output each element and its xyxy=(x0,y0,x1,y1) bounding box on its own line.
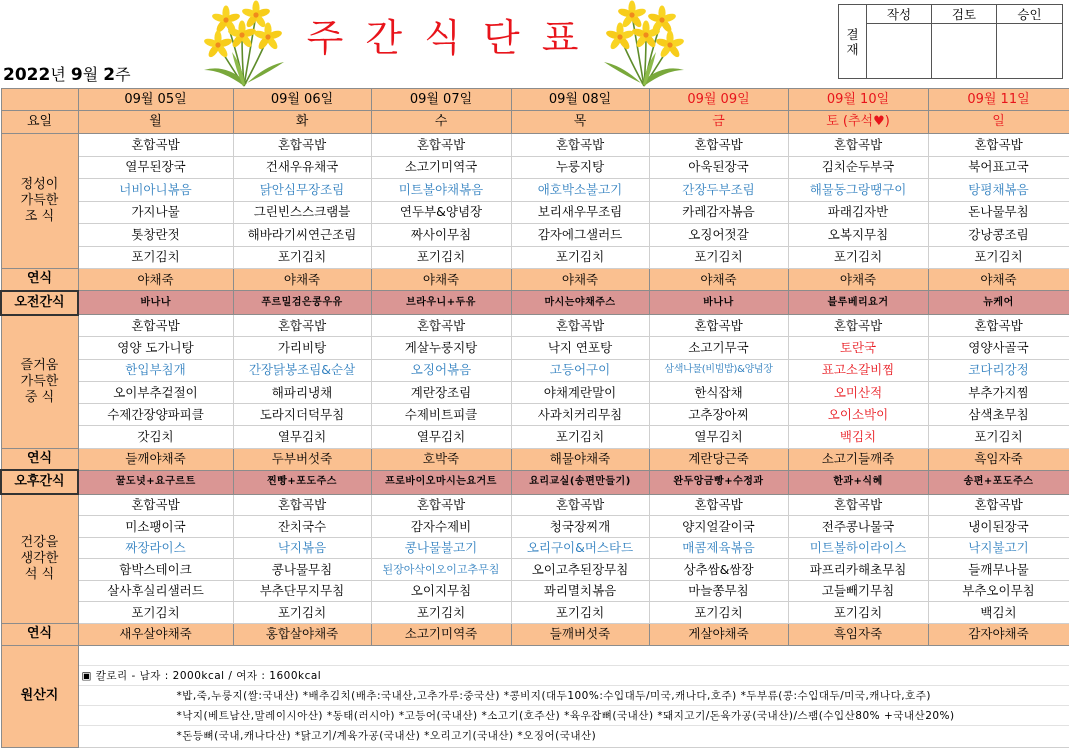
approval-column-approve: 승인 xyxy=(997,5,1063,24)
origin-label: 원산지 xyxy=(1,645,78,747)
approval-signature-author xyxy=(867,24,932,79)
flower-image-left xyxy=(198,0,290,87)
menu-item-cell: 간장닭봉조림&순살 xyxy=(233,359,371,381)
origin-blank-line xyxy=(79,646,1069,666)
snack-cell: 찐빵+포도주스 xyxy=(233,470,371,494)
menu-item-cell: 카레감자볶음 xyxy=(649,201,788,224)
porridge-cell: 야채죽 xyxy=(78,269,233,291)
menu-item-cell: 마늘쫑무침 xyxy=(649,580,788,602)
meal-section-label-line: 조 식 xyxy=(24,209,55,224)
menu-item-cell: 짜장라이스 xyxy=(78,537,233,559)
menu-item-cell: 혼합곡밥 xyxy=(928,494,1069,516)
snack-cell: 프로바이오마시는요거트 xyxy=(371,470,511,494)
menu-item-cell: 열무김치 xyxy=(371,426,511,448)
menu-item-cell: 혼합곡밥 xyxy=(788,134,928,157)
snack-cell: 꿀도넛+요구르트 xyxy=(78,470,233,494)
menu-row xyxy=(1,224,1069,247)
menu-item-cell: 누룽지탕 xyxy=(511,156,649,179)
menu-item-cell: 포기김치 xyxy=(233,246,371,269)
date-cell: 09월 07일 xyxy=(371,89,511,111)
menu-item-cell: 오이고추된장무침 xyxy=(511,559,649,581)
approval-label-bottom: 재 xyxy=(846,41,859,57)
meal-section-label-line: 가득한 xyxy=(20,193,59,208)
menu-item-cell: 부추오이무침 xyxy=(928,580,1069,602)
menu-item-cell: 열무된장국 xyxy=(78,156,233,179)
approval-signature-approve xyxy=(997,24,1063,79)
menu-item-cell: 부추가지찜 xyxy=(928,381,1069,403)
menu-item-cell: 파프리카해초무침 xyxy=(788,559,928,581)
approval-signature-row xyxy=(839,24,1063,79)
approval-header-row xyxy=(839,5,1063,24)
porridge-cell: 계란당근죽 xyxy=(649,448,788,470)
menu-row xyxy=(1,559,1069,581)
menu-row xyxy=(1,315,1069,337)
menu-item-cell: 보리새우무조림 xyxy=(511,201,649,224)
menu-item-cell: 감자수제비 xyxy=(371,516,511,538)
menu-row xyxy=(1,359,1069,381)
weekday-cell: 목 xyxy=(511,111,649,134)
menu-item-cell: 낙지 연포탕 xyxy=(511,337,649,359)
menu-item-cell: 콩나물불고기 xyxy=(371,537,511,559)
menu-item-cell: 한입부침개 xyxy=(78,359,233,381)
menu-item-cell: 혼합곡밥 xyxy=(233,134,371,157)
menu-row xyxy=(1,516,1069,538)
menu-item-cell: 영양사골국 xyxy=(928,337,1069,359)
menu-item-cell: 포기김치 xyxy=(788,246,928,269)
menu-item-cell: 오징어젓갈 xyxy=(649,224,788,247)
porridge-cell: 야채죽 xyxy=(788,269,928,291)
week-month-suffix: 월 xyxy=(82,65,99,84)
menu-row xyxy=(1,337,1069,359)
menu-item-cell: 고들빼기무침 xyxy=(788,580,928,602)
menu-item-cell: 오이부추겉절이 xyxy=(78,381,233,403)
porridge-cell: 야채죽 xyxy=(511,269,649,291)
menu-item-cell: 포기김치 xyxy=(371,602,511,624)
page-title: 주 간 식 단 표 xyxy=(306,16,584,60)
menu-item-cell: 낙지불고기 xyxy=(928,537,1069,559)
menu-item-cell: 낙지볶음 xyxy=(233,537,371,559)
menu-item-cell: 소고기무국 xyxy=(649,337,788,359)
porridge-cell: 두부버섯죽 xyxy=(233,448,371,470)
snack-cell: 바나나 xyxy=(649,291,788,315)
date-cell: 09월 08일 xyxy=(511,89,649,111)
menu-item-cell: 혼합곡밥 xyxy=(511,494,649,516)
snack-cell: 뉴케어 xyxy=(928,291,1069,315)
menu-item-cell: 닭안심무장조림 xyxy=(233,179,371,202)
date-row-label xyxy=(1,89,78,111)
menu-row xyxy=(1,201,1069,224)
menu-row xyxy=(1,602,1069,624)
menu-item-cell: 포기김치 xyxy=(511,426,649,448)
menu-item-cell: 가지나물 xyxy=(78,201,233,224)
menu-item-cell: 혼합곡밥 xyxy=(928,315,1069,337)
menu-item-cell: 코다리강정 xyxy=(928,359,1069,381)
menu-item-cell: 포기김치 xyxy=(233,602,371,624)
porridge-row xyxy=(1,448,1069,470)
snack-row xyxy=(1,470,1069,494)
menu-item-cell: 혼합곡밥 xyxy=(78,494,233,516)
meal-section-label xyxy=(1,315,78,449)
menu-item-cell: 백김치 xyxy=(928,602,1069,624)
menu-item-cell: 혼합곡밥 xyxy=(928,134,1069,157)
menu-item-cell: 해파리냉채 xyxy=(233,381,371,403)
porridge-cell: 게살야채죽 xyxy=(649,623,788,645)
week-month: 9 xyxy=(70,65,83,85)
menu-item-cell: 건새우유채국 xyxy=(233,156,371,179)
porridge-cell: 소고기들깨죽 xyxy=(788,448,928,470)
meal-section-label-line: 건강을 xyxy=(20,535,59,551)
weekday-cell: 일 xyxy=(928,111,1069,134)
porridge-cell: 야채죽 xyxy=(371,269,511,291)
menu-item-cell: 오징어볶음 xyxy=(371,359,511,381)
weekday-row xyxy=(1,111,1069,134)
menu-item-cell: 혼합곡밥 xyxy=(511,134,649,157)
menu-item-cell: 혼합곡밥 xyxy=(371,315,511,337)
menu-item-cell: 그린빈스스크램블 xyxy=(233,201,371,224)
menu-item-cell: 냉이된장국 xyxy=(928,516,1069,538)
menu-item-cell: 열무김치 xyxy=(233,426,371,448)
weekday-cell: 수 xyxy=(371,111,511,134)
menu-item-cell: 강낭콩조림 xyxy=(928,224,1069,247)
menu-item-cell: 혼합곡밥 xyxy=(233,315,371,337)
menu-item-cell: 미트볼하이라이스 xyxy=(788,537,928,559)
snack-cell: 푸르밀검은콩우유 xyxy=(233,291,371,315)
weekday-cell: 화 xyxy=(233,111,371,134)
menu-item-cell: 파래김자반 xyxy=(788,201,928,224)
menu-item-cell: 야채계란말이 xyxy=(511,381,649,403)
weekday-cell: 월 xyxy=(78,111,233,134)
menu-item-cell: 감자에그샐러드 xyxy=(511,224,649,247)
menu-row xyxy=(1,381,1069,403)
origin-line: *낙지(베트남산,말레이시아산) *동태(러시아) *고등어(국내산) *소고기(호주산) *육우잡뼈(국내산) *돼지고기/돈육가공(국내산)/스팸(수입산80% +국내산20%) xyxy=(79,706,1069,726)
menu-item-cell: 북어표고국 xyxy=(928,156,1069,179)
weekday-cell: 금 xyxy=(649,111,788,134)
menu-item-cell: 된장아삭이오이고추무침 xyxy=(371,559,511,581)
menu-row xyxy=(1,537,1069,559)
menu-item-cell: 가리비탕 xyxy=(233,337,371,359)
snack-cell: 브라우니+두유 xyxy=(371,291,511,315)
menu-item-cell: 포기김치 xyxy=(511,602,649,624)
week-year: 2022 xyxy=(3,65,51,85)
menu-item-cell: 혼합곡밥 xyxy=(511,315,649,337)
approval-box xyxy=(838,4,1063,79)
week-year-suffix: 년 xyxy=(50,65,66,84)
menu-item-cell: 혼합곡밥 xyxy=(649,494,788,516)
menu-item-cell: 살사후실리샐러드 xyxy=(78,580,233,602)
menu-item-cell: 매콤제육볶음 xyxy=(649,537,788,559)
menu-item-cell: 꽈리멸치볶음 xyxy=(511,580,649,602)
porridge-cell: 야채죽 xyxy=(233,269,371,291)
menu-item-cell: 혼합곡밥 xyxy=(788,494,928,516)
menu-item-cell: 포기김치 xyxy=(78,246,233,269)
origin-line: *밥,죽,누룽지(쌀:국내산) *배추김치(배추:국내산,고추가루:중국산) *콩비지(대두100%:수입대두/미국,캐나다,호주) *두부류(콩:수입대두/미국,캐나다,호주) xyxy=(79,686,1069,706)
porridge-cell: 흑임자죽 xyxy=(928,448,1069,470)
menu-item-cell: 포기김치 xyxy=(371,246,511,269)
menu-item-cell: 표고소갈비찜 xyxy=(788,359,928,381)
menu-item-cell: 혼합곡밥 xyxy=(233,494,371,516)
menu-item-cell: 열무김치 xyxy=(649,426,788,448)
approval-signature-review xyxy=(932,24,997,79)
menu-item-cell: 삼색나물(비빔밥)&양념장 xyxy=(649,359,788,381)
menu-item-cell: 해물동그랑땡구이 xyxy=(788,179,928,202)
porridge-cell: 새우살야채죽 xyxy=(78,623,233,645)
menu-item-cell: 백김치 xyxy=(788,426,928,448)
meal-section-label-line: 중 식 xyxy=(24,389,55,405)
menu-item-cell: 오복지무침 xyxy=(788,224,928,247)
date-cell: 09월 09일 xyxy=(649,89,788,111)
menu-item-cell: 연두부&양념장 xyxy=(371,201,511,224)
date-cell: 09월 05일 xyxy=(78,89,233,111)
menu-item-cell: 혼합곡밥 xyxy=(788,315,928,337)
menu-item-cell: 미트볼야채볶음 xyxy=(371,179,511,202)
menu-item-cell: 톳창란젓 xyxy=(78,224,233,247)
approval-label xyxy=(839,5,867,79)
menu-item-cell: 혼합곡밥 xyxy=(78,134,233,157)
menu-item-cell: 포기김치 xyxy=(649,246,788,269)
week-number: 2 xyxy=(103,65,116,85)
porridge-cell: 들깨버섯죽 xyxy=(511,623,649,645)
menu-item-cell: 전주콩나물국 xyxy=(788,516,928,538)
menu-item-cell: 청국장찌개 xyxy=(511,516,649,538)
calorie-line: ▣ 칼로리 - 남자 : 2000kcal / 여자 : 1600kcal xyxy=(79,666,1069,686)
date-cell: 09월 10일 xyxy=(788,89,928,111)
origin-info xyxy=(78,645,1069,747)
porridge-cell: 야채죽 xyxy=(649,269,788,291)
menu-item-cell: 수제간장양파피클 xyxy=(78,404,233,426)
menu-item-cell: 너비아니볶음 xyxy=(78,179,233,202)
snack-cell: 블루베리요거 xyxy=(788,291,928,315)
meal-section-label-line: 정성이 xyxy=(20,177,59,192)
menu-item-cell: 간장두부조림 xyxy=(649,179,788,202)
menu-row xyxy=(1,246,1069,269)
menu-item-cell: 한식잡채 xyxy=(649,381,788,403)
menu-row xyxy=(1,580,1069,602)
menu-item-cell: 오이소박이 xyxy=(788,404,928,426)
menu-item-cell: 수제비트피클 xyxy=(371,404,511,426)
meal-section-label-line: 석 식 xyxy=(24,567,55,583)
menu-item-cell: 도라지더덕무침 xyxy=(233,404,371,426)
snack-row xyxy=(1,291,1069,315)
menu-item-cell: 영양 도가니탕 xyxy=(78,337,233,359)
approval-label-top: 결 xyxy=(846,26,859,42)
snack-cell: 완두앙금빵+수정과 xyxy=(649,470,788,494)
menu-item-cell: 잔치국수 xyxy=(233,516,371,538)
menu-item-cell: 혼합곡밥 xyxy=(371,494,511,516)
porridge-cell: 들깨야채죽 xyxy=(78,448,233,470)
porridge-cell: 해물야채죽 xyxy=(511,448,649,470)
snack-cell: 바나나 xyxy=(78,291,233,315)
menu-item-cell: 포기김치 xyxy=(928,426,1069,448)
menu-item-cell: 포기김치 xyxy=(928,246,1069,269)
snack-label: 오후간식 xyxy=(1,470,78,494)
meal-section-label xyxy=(1,494,78,623)
menu-row xyxy=(1,134,1069,157)
porridge-cell: 야채죽 xyxy=(928,269,1069,291)
menu-item-cell: 상추쌈&쌈장 xyxy=(649,559,788,581)
menu-item-cell: 미소팽이국 xyxy=(78,516,233,538)
menu-row xyxy=(1,156,1069,179)
porridge-label: 연식 xyxy=(1,623,78,645)
approval-column-author: 작성 xyxy=(867,5,932,24)
porridge-cell: 호박죽 xyxy=(371,448,511,470)
approval-column-review: 검토 xyxy=(932,5,997,24)
menu-item-cell: 토란국 xyxy=(788,337,928,359)
menu-row xyxy=(1,426,1069,448)
menu-item-cell: 오리구이&머스타드 xyxy=(511,537,649,559)
menu-item-cell: 게살누룽지탕 xyxy=(371,337,511,359)
week-number-suffix: 주 xyxy=(115,65,131,84)
porridge-row xyxy=(1,269,1069,291)
menu-item-cell: 혼합곡밥 xyxy=(649,134,788,157)
menu-item-cell: 아욱된장국 xyxy=(649,156,788,179)
meal-section-label-line: 생각한 xyxy=(20,551,59,567)
porridge-cell: 소고기미역죽 xyxy=(371,623,511,645)
menu-item-cell: 갓김치 xyxy=(78,426,233,448)
menu-row xyxy=(1,494,1069,516)
menu-item-cell: 계란장조림 xyxy=(371,381,511,403)
menu-item-cell: 혼합곡밥 xyxy=(371,134,511,157)
menu-row xyxy=(1,179,1069,202)
origin-row xyxy=(1,645,1069,747)
menu-item-cell: 들깨무나물 xyxy=(928,559,1069,581)
snack-cell: 송편+포도주스 xyxy=(928,470,1069,494)
menu-item-cell: 부추단무지무침 xyxy=(233,580,371,602)
menu-item-cell: 애호박소불고기 xyxy=(511,179,649,202)
menu-item-cell: 양지얼갈이국 xyxy=(649,516,788,538)
menu-item-cell: 포기김치 xyxy=(788,602,928,624)
menu-item-cell: 오미산적 xyxy=(788,381,928,403)
porridge-label: 연식 xyxy=(1,448,78,470)
menu-item-cell: 고추장아찌 xyxy=(649,404,788,426)
flower-image-right xyxy=(598,0,690,87)
origin-line: *돈등뼈(국내,캐나다산) *닭고기/계육가공(국내산) *오리고기(국내산) *오징어(국내산) xyxy=(176,729,597,742)
menu-item-cell: 탕평채볶음 xyxy=(928,179,1069,202)
meal-section-label xyxy=(1,134,78,269)
menu-item-cell: 짜사이무침 xyxy=(371,224,511,247)
menu-item-cell: 포기김치 xyxy=(78,602,233,624)
menu-item-cell: 김치순두부국 xyxy=(788,156,928,179)
date-cell: 09월 11일 xyxy=(928,89,1069,111)
menu-item-cell: 포기김치 xyxy=(649,602,788,624)
porridge-cell: 감자야채죽 xyxy=(928,623,1069,645)
snack-cell: 한과+식혜 xyxy=(788,470,928,494)
menu-item-cell: 포기김치 xyxy=(511,246,649,269)
snack-cell: 마시는야채주스 xyxy=(511,291,649,315)
menu-item-cell: 돈나물무침 xyxy=(928,201,1069,224)
date-row xyxy=(1,89,1069,111)
porridge-label: 연식 xyxy=(1,269,78,291)
menu-item-cell: 혼합곡밥 xyxy=(78,315,233,337)
menu-item-cell: 소고기미역국 xyxy=(371,156,511,179)
snack-cell: 요리교실(송편만들기) xyxy=(511,470,649,494)
menu-item-cell: 함박스테이크 xyxy=(78,559,233,581)
menu-item-cell: 오이지무침 xyxy=(371,580,511,602)
week-label xyxy=(3,64,131,86)
porridge-cell: 흑임자죽 xyxy=(788,623,928,645)
meal-section-label-line: 가득한 xyxy=(20,373,59,389)
weekday-label: 요일 xyxy=(1,111,78,134)
menu-item-cell: 고등어구이 xyxy=(511,359,649,381)
menu-item-cell: 사과치커리무침 xyxy=(511,404,649,426)
menu-row xyxy=(1,404,1069,426)
date-cell: 09월 06일 xyxy=(233,89,371,111)
porridge-row xyxy=(1,623,1069,645)
menu-item-cell: 혼합곡밥 xyxy=(649,315,788,337)
menu-item-cell: 콩나물무침 xyxy=(233,559,371,581)
menu-item-cell: 삼색초무침 xyxy=(928,404,1069,426)
menu-item-cell: 해바라기씨연근조림 xyxy=(233,224,371,247)
meal-section-label-line: 즐거움 xyxy=(20,357,59,373)
snack-label: 오전간식 xyxy=(1,291,78,315)
weekday-cell: 토 (추석♥) xyxy=(788,111,928,134)
weekly-menu-table xyxy=(0,88,1069,748)
porridge-cell: 홍합살야채죽 xyxy=(233,623,371,645)
